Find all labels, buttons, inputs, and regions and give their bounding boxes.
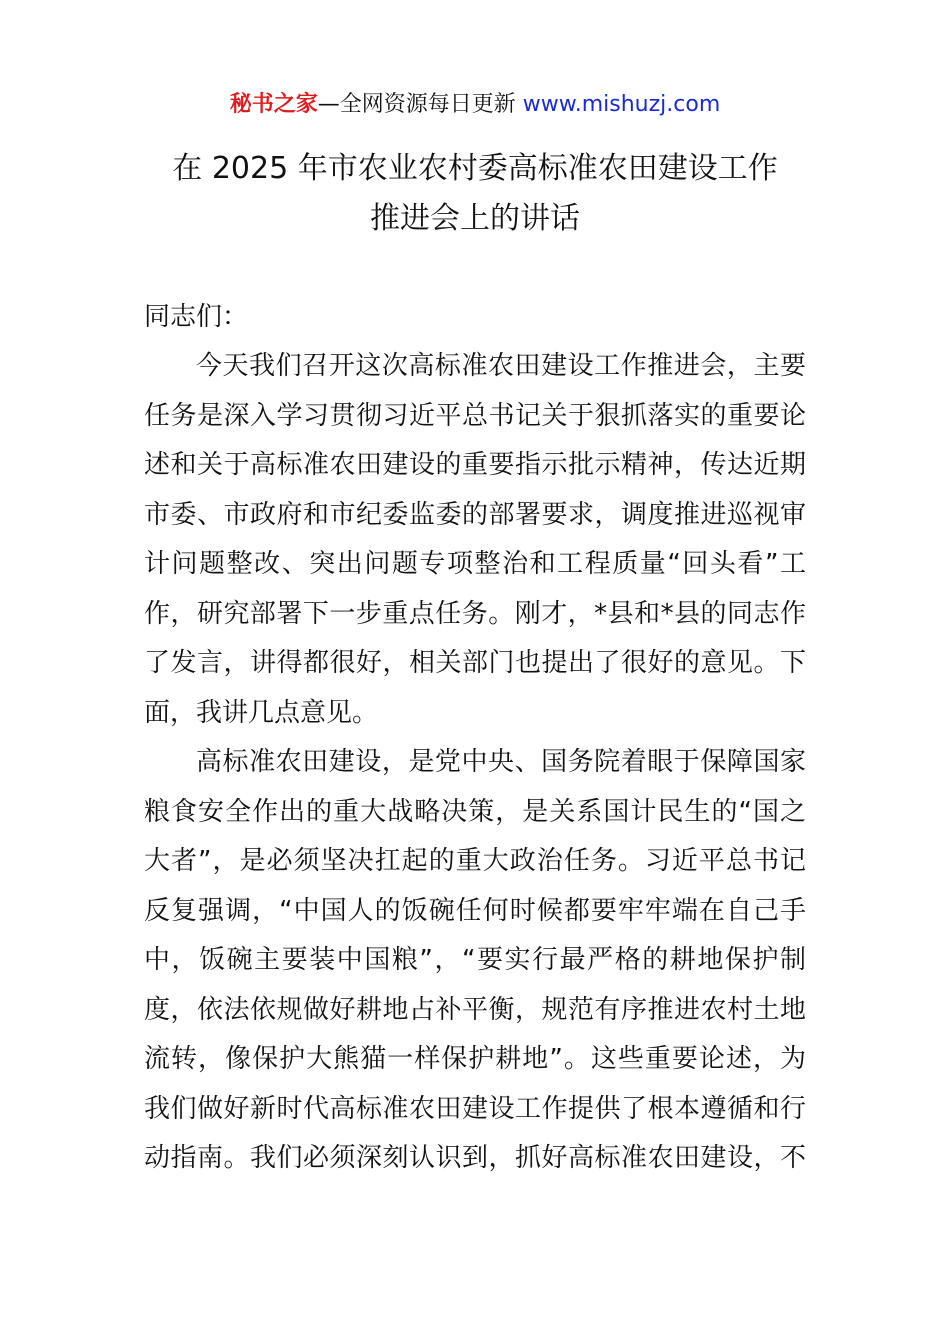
title-line-1: 在 2025 年市农业农村委高标准农田建设工作	[172, 151, 778, 186]
text-line: 中，饭碗主要装中国粮”，“要实行最严格的耕地保护制	[144, 945, 806, 975]
text-line: 今天我们召开这次高标准农田建设工作推进会，主要	[196, 351, 806, 381]
text-line: 述和关于高标准农田建设的重要指示批示精神，传达近期	[144, 450, 806, 480]
paragraph	[144, 738, 806, 1184]
site-brand: 秘书之家	[229, 92, 318, 117]
text-line: 度，依法依规做好耕地占补平衡，规范有序推进农村土地	[144, 994, 806, 1025]
text-line: 粮食安全作出的重大战略决策，是关系国计民生的“国之	[144, 796, 806, 827]
paragraph	[144, 342, 806, 738]
document-title	[0, 144, 950, 244]
text-line: 动指南。我们必须深刻认识到，抓好高标准农田建设，不	[144, 1143, 806, 1173]
text-line: 大者”，是必须坚决扛起的重大政治任务。习近平总书记	[144, 846, 806, 876]
site-url-link[interactable]: www.mishuzj.com	[522, 92, 721, 117]
text-line: 我们做好新时代高标准农田建设工作提供了根本遵循和行	[144, 1093, 806, 1124]
text-line: 高标准农田建设，是党中央、国务院着眼于保障国家	[196, 747, 806, 777]
title-line-2: 推进会上的讲话	[370, 201, 580, 236]
text-line: 流转，像保护大熊猫一样保护耕地”。这些重要论述，为	[144, 1044, 806, 1074]
text-line: 面，我讲几点意见。	[144, 697, 379, 728]
speech-body	[144, 342, 806, 1184]
site-tagline: —全网资源每日更新	[317, 92, 523, 117]
text-line: 反复强调，“中国人的饭碗任何时候都要牢牢端在自己手	[144, 895, 806, 926]
salutation: 同志们：	[144, 302, 249, 332]
text-line: 了发言，讲得都很好，相关部门也提出了很好的意见。下	[144, 648, 806, 678]
text-line: 计问题整改、突出问题专项整治和工程质量“回头看”工	[144, 549, 806, 579]
site-header	[0, 88, 950, 122]
text-line: 市委、市政府和市纪委监委的部署要求，调度推进巡视审	[144, 499, 806, 530]
text-line: 任务是深入学习贯彻习近平总书记关于狠抓落实的重要论	[144, 400, 806, 431]
text-line: 作，研究部署下一步重点任务。刚才，*县和*县的同志作	[144, 598, 806, 629]
